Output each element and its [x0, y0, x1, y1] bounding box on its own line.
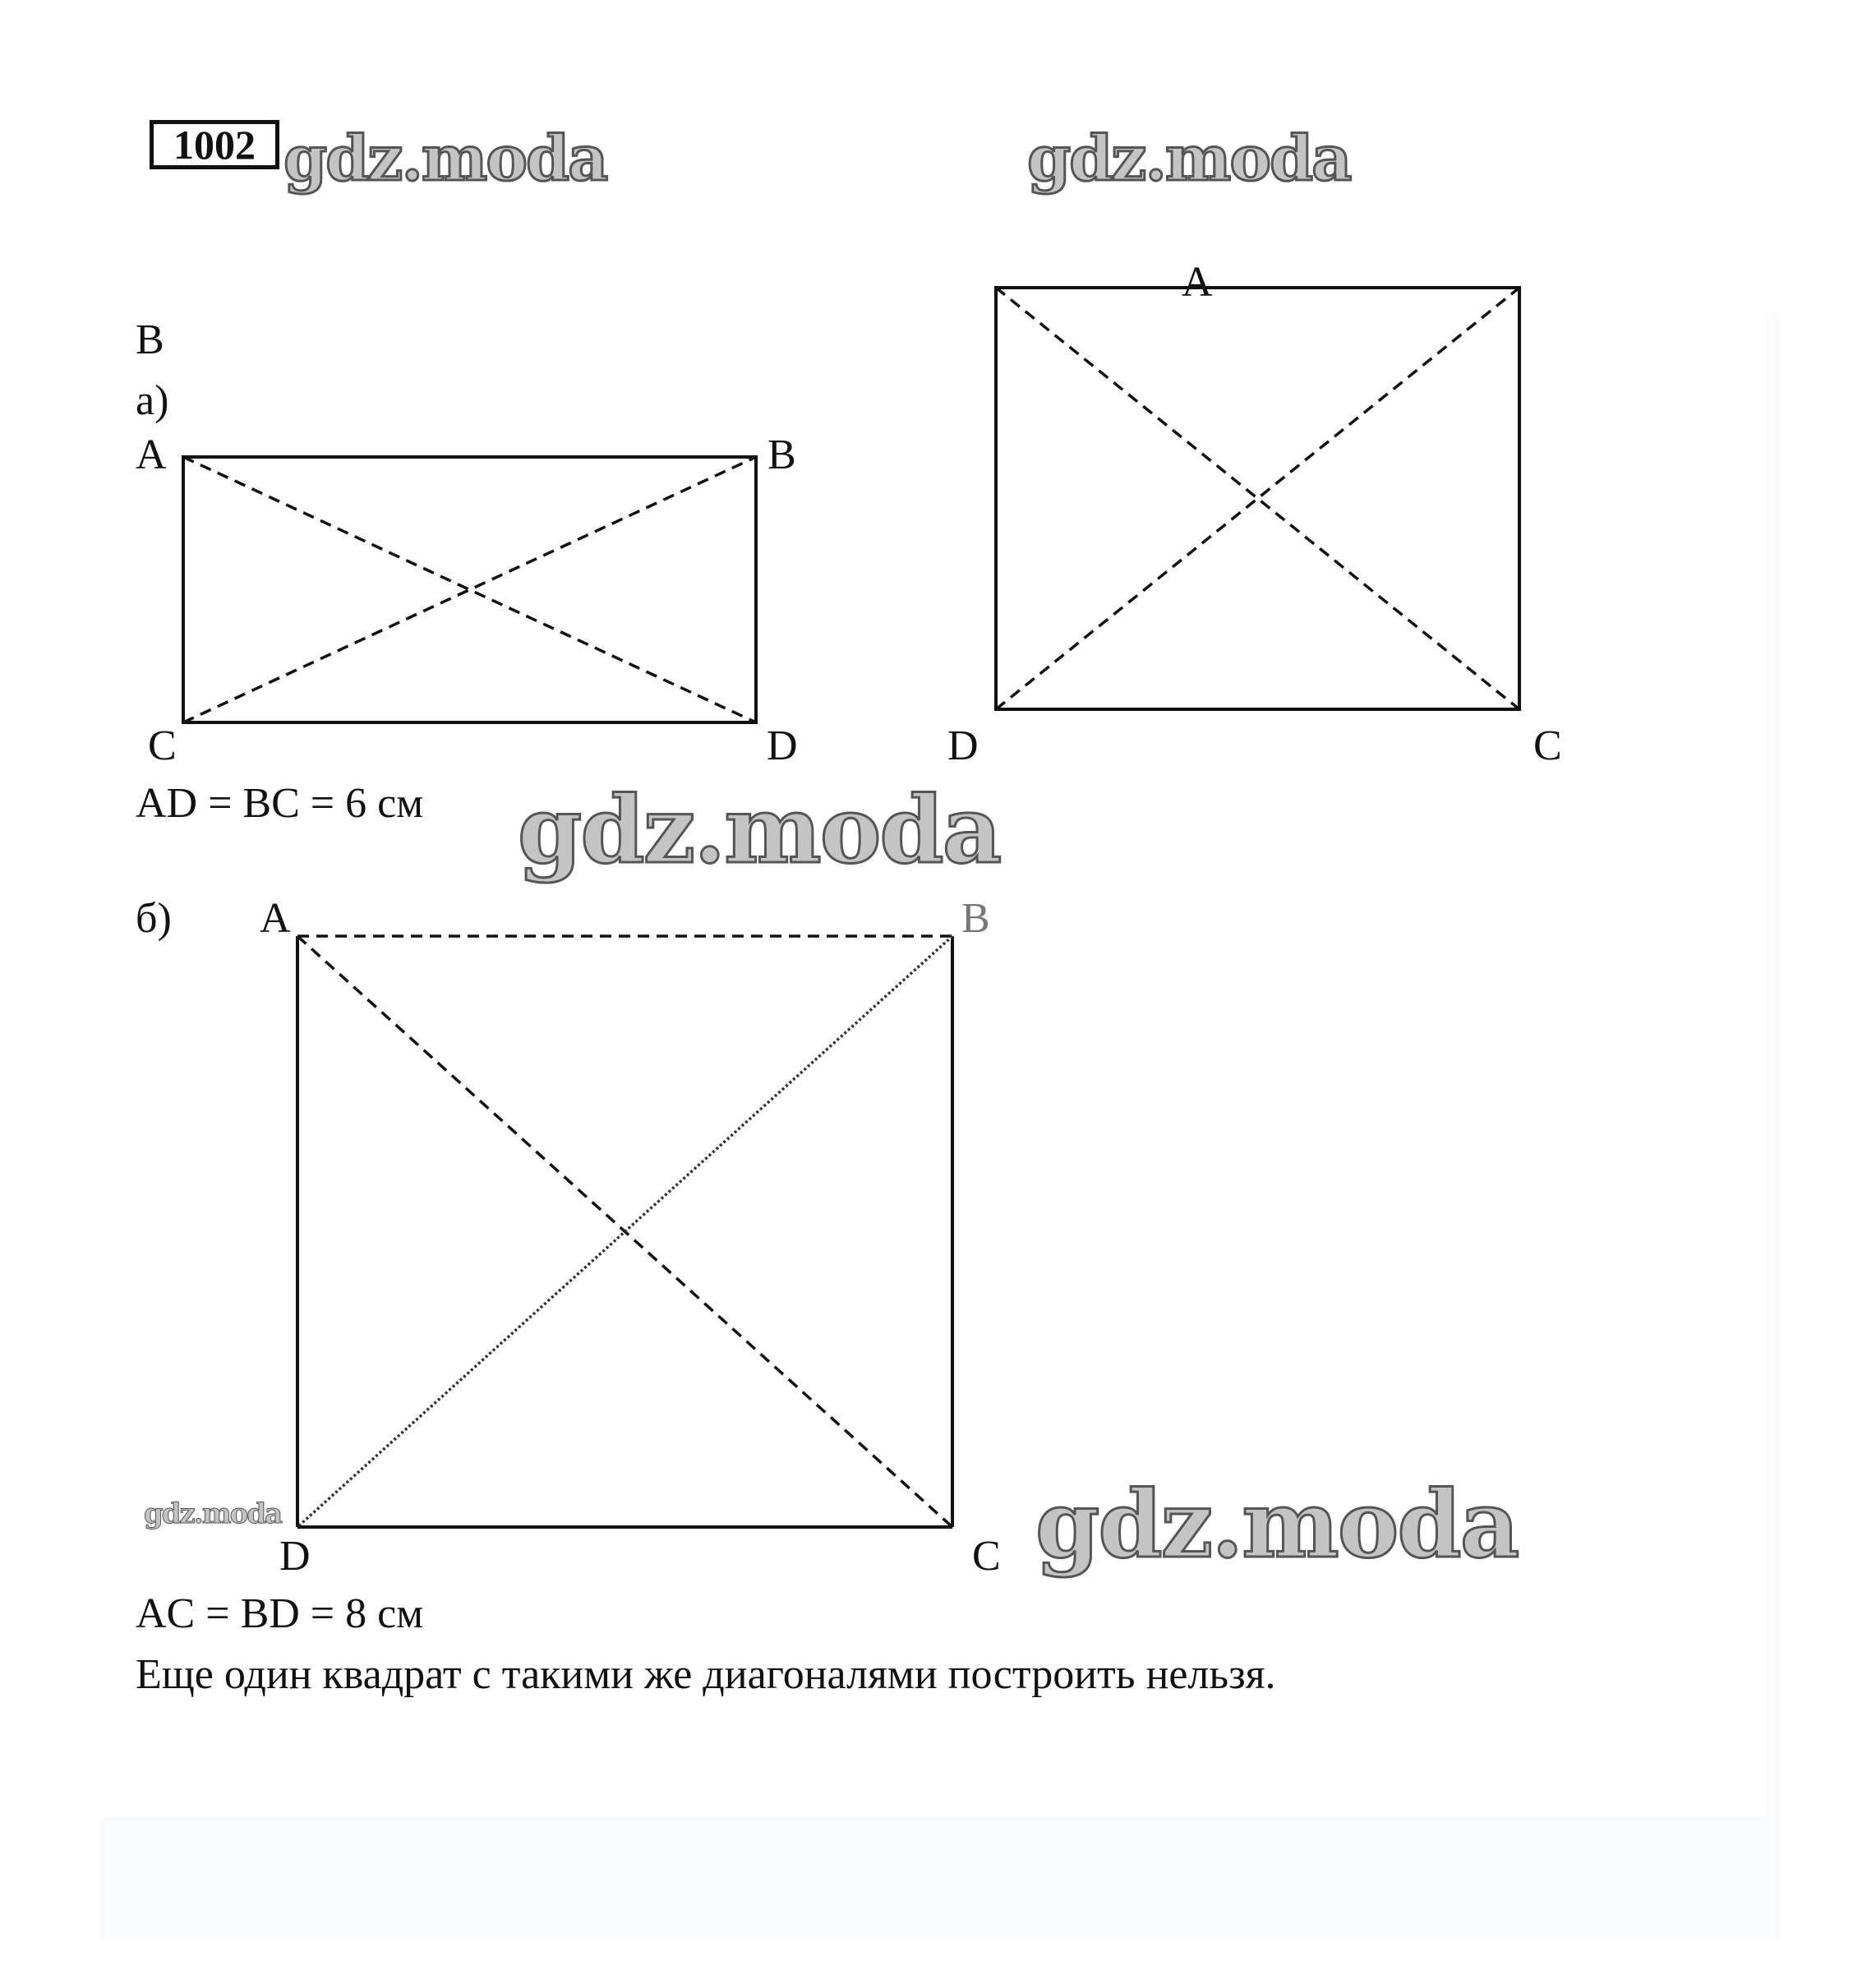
vertex-label-b: B [961, 895, 990, 942]
part-b-conclusion: Еще один квадрат с такими же диагоналями построить нельзя. [136, 1651, 1276, 1698]
part-b-label: б) [136, 895, 172, 942]
watermark-logo: gdz.moda [518, 777, 1001, 884]
problem-number: 1002 [150, 120, 279, 169]
vertex-label-a: A [136, 431, 167, 478]
vertex-label-c: C [148, 722, 177, 769]
part-b-equation: AC = BD = 8 см [136, 1590, 424, 1637]
vertex-label-b: B [767, 431, 796, 478]
part-a-equation: AD = BC = 6 см [136, 780, 424, 827]
vertex-label-c: C [1533, 722, 1562, 769]
part-a-label: а) [136, 377, 169, 424]
vertex-label-a: A [260, 895, 291, 942]
watermark-logo: gdz.moda [144, 1497, 282, 1530]
watermark-logo: gdz.moda [1035, 1471, 1519, 1579]
part-a-header: В [136, 316, 164, 363]
vertex-label-d: D [279, 1533, 311, 1580]
vertex-label-d: D [767, 722, 798, 769]
watermark-logo: gdz.moda [283, 122, 607, 195]
watermark-logo: gdz.moda [1027, 122, 1351, 195]
vertex-label-c: C [972, 1533, 1001, 1580]
vertex-label-a: A [1182, 259, 1213, 306]
vertex-label-d: D [947, 722, 979, 769]
